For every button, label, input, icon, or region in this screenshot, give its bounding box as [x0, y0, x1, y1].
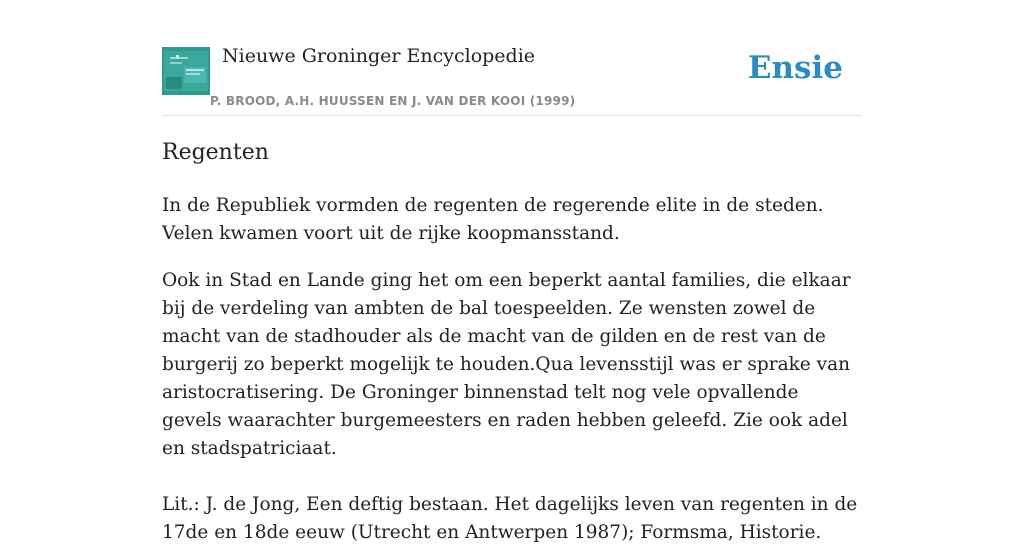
- literature-reference: Lit.: J. de Jong, Een deftig bestaan. Het dagelijks leven van regenten in de 17de en 18de eeuw (Utrecht en Antwerpen 1987); Formsma, Historie.: [162, 494, 858, 543]
- brand-logo[interactable]: Ensie: [747, 50, 843, 86]
- article-title: Regenten: [162, 140, 269, 165]
- publication-authors: P. BROOD, A.H. HUUSSEN EN J. VAN DER KOOI (1999): [210, 94, 576, 108]
- article-paragraph: In de Republiek vormden de regenten de regerende elite in de steden. Velen kwamen voort uit de rijke koopmansstand.: [162, 195, 824, 244]
- header-divider: [162, 115, 862, 116]
- article-body: [162, 192, 862, 547]
- publication-title[interactable]: Nieuwe Groninger Encyclopedie: [222, 45, 536, 67]
- article-paragraph: Ook in Stad en Lande ging het om een beperkt aantal families, die elkaar bij de verdeling van ambten de bal toespeelden. Ze wensten zowel de macht van de stadhouder als de macht van de gilden en de rest van de burgerij zo beperkt mogelijk te houden.Qua levensstijl was er sprake van aristocratisering. De Groninger binnenstad telt nog vele opvallende gevels waarachter burgemeesters en raden hebben geleefd. Zie ook adel en stadspatriciaat.: [162, 270, 851, 459]
- encyclopedia-logo-icon[interactable]: [162, 47, 210, 95]
